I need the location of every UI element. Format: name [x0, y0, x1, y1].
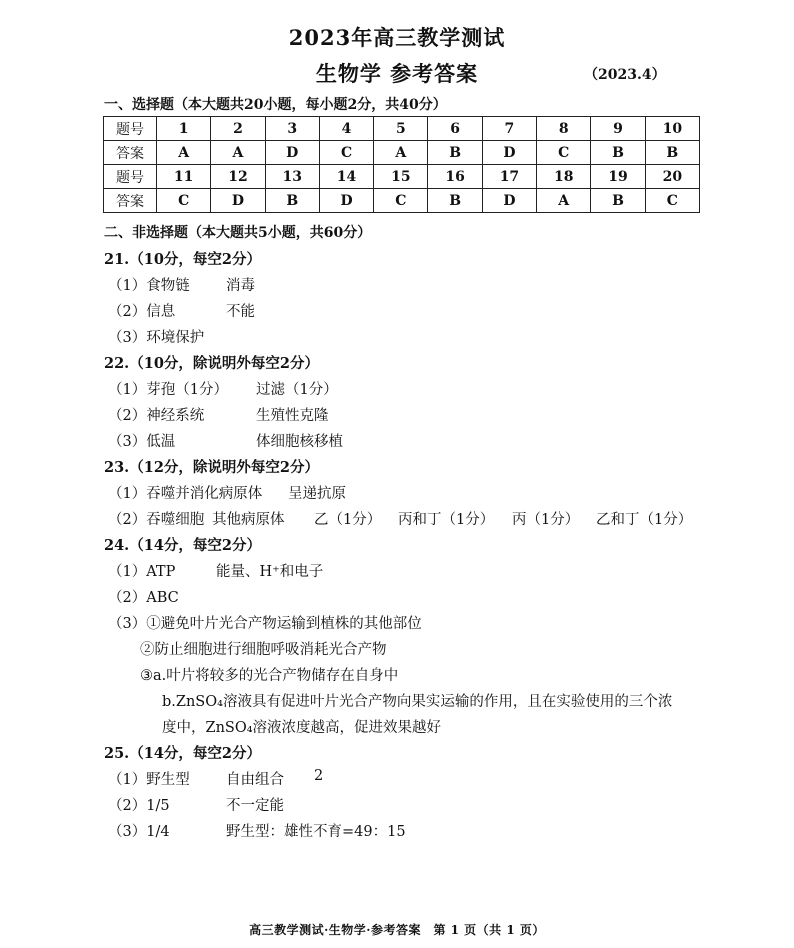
q24-answer-3c: ③a.叶片将较多的光合产物储存在自身中 [140, 668, 399, 684]
q23-answer-1a: （1）吞噬并消化病原体 [108, 486, 263, 502]
q25-answer-2b: 不一定能 [226, 798, 284, 814]
answer-table-row [104, 141, 700, 165]
answer-table-cell: 7 [482, 117, 536, 141]
document-title: 2023年高三教学测试 [288, 25, 506, 50]
q24-answer-3a: （3）①避免叶片光合产物运输到植株的其他部位 [108, 616, 422, 632]
q23-answer-2a: （2）吞噬细胞 [108, 512, 205, 528]
q25-answer-1a: （1）野生型 [108, 772, 190, 788]
q22-answer-2a: （2）神经系统 [108, 408, 205, 424]
answer-table-row-header: 题号 [104, 165, 157, 189]
q22-answer-3b: 体细胞核移植 [256, 434, 343, 450]
answer-table-cell: B [591, 189, 645, 213]
answer-table-cell: A [211, 141, 265, 165]
answer-table-row-header: 题号 [104, 117, 157, 141]
q25-answer-2a: （2）1/5 [108, 798, 170, 814]
q25-answer-1c: 2 [314, 768, 324, 784]
answer-table-cell: B [265, 189, 319, 213]
answer-table-row [104, 117, 700, 141]
answer-table-cell: B [591, 141, 645, 165]
answer-table-cell: 15 [374, 165, 428, 189]
answer-table-row-header: 答案 [104, 141, 157, 165]
answer-table-cell: B [645, 141, 699, 165]
q23-answer-2f: 乙和丁（1分） [596, 512, 693, 528]
q25-answer-1b: 自由组合 [226, 772, 284, 788]
q24-answer-1a: （1）ATP [108, 564, 176, 580]
q25-title: 25.（14分，每空2分） [104, 745, 261, 762]
answer-table-cell: 4 [319, 117, 373, 141]
q22-answer-1a: （1）芽孢（1分） [108, 382, 228, 398]
q21-answer-3a: （3）环境保护 [108, 330, 205, 346]
q25-answer-3b: 野生型：雄性不育=49：15 [226, 824, 406, 840]
answer-table-cell: A [374, 141, 428, 165]
q24-answer-2a: （2）ABC [108, 590, 179, 606]
q24-answer-3e: 度中，ZnSO₄溶液浓度越高，促进效果越好 [162, 720, 442, 736]
q21-answer-1b: 消毒 [226, 278, 255, 294]
answer-table-cell: 16 [428, 165, 482, 189]
answer-table-cell: 6 [428, 117, 482, 141]
subtitle-row [0, 58, 794, 88]
answer-table-cell: 14 [319, 165, 373, 189]
q22-answer-1b: 过滤（1分） [256, 382, 338, 398]
answer-table [103, 116, 700, 213]
answer-table-cell: D [319, 189, 373, 213]
answer-table-cell: C [319, 141, 373, 165]
answer-table-cell: 10 [645, 117, 699, 141]
q21-title: 21.（10分，每空2分） [104, 251, 261, 268]
answer-table-cell: 20 [645, 165, 699, 189]
q23-answer-2d: 丙和丁（1分） [398, 512, 495, 528]
answer-table-cell: A [537, 189, 591, 213]
q25-answer-3a: （3）1/4 [108, 824, 170, 840]
answer-table-cell: 8 [537, 117, 591, 141]
q24-answer-3b: ②防止细胞进行细胞呼吸消耗光合产物 [140, 642, 387, 658]
q23-answer-1b: 呈递抗原 [288, 486, 346, 502]
q23-title: 23.（12分，除说明外每空2分） [104, 459, 319, 476]
answer-table-cell: 3 [265, 117, 319, 141]
document-subtitle: 生物学 参考答案 [315, 61, 479, 86]
answer-table-cell: D [265, 141, 319, 165]
answer-table-row [104, 165, 700, 189]
answer-table-cell: 13 [265, 165, 319, 189]
q22-title: 22.（10分，除说明外每空2分） [104, 355, 319, 372]
answer-table-cell: C [645, 189, 699, 213]
answer-table-cell: B [428, 141, 482, 165]
q23-answer-2b: 其他病原体 [212, 512, 285, 528]
q21-answer-1a: （1）食物链 [108, 278, 190, 294]
q21-answer-2b: 不能 [226, 304, 255, 320]
page-footer: 高三教学测试·生物学·参考答案 第 1 页（共 1 页） [249, 923, 545, 937]
answer-table-cell: 5 [374, 117, 428, 141]
answer-table-cell: 1 [157, 117, 211, 141]
q21-answer-2a: （2）信息 [108, 304, 176, 320]
q24-answer-3d: b.ZnSO₄溶液具有促进叶片光合产物向果实运输的作用，且在实验使用的三个浓 [162, 694, 673, 710]
answer-table-cell: 2 [211, 117, 265, 141]
answer-table-cell: 9 [591, 117, 645, 141]
q23-answer-2c: 乙（1分） [314, 512, 382, 528]
answer-table-cell: B [428, 189, 482, 213]
answer-table-cell: 11 [157, 165, 211, 189]
section2-heading: 二、非选择题（本大题共5小题，共60分） [104, 225, 372, 241]
answer-table-cell: 12 [211, 165, 265, 189]
answer-table-cell: C [374, 189, 428, 213]
section1-heading: 一、选择题（本大题共20小题，每小题2分，共40分） [104, 97, 447, 113]
q22-answer-3a: （3）低温 [108, 434, 176, 450]
answer-table-cell: D [211, 189, 265, 213]
q22-answer-2b: 生殖性克隆 [256, 408, 329, 424]
answer-table-cell: 17 [482, 165, 536, 189]
answer-table-row-header: 答案 [104, 189, 157, 213]
q23-answer-2e: 丙（1分） [512, 512, 580, 528]
answer-table-cell: A [157, 141, 211, 165]
document-date: （2023.4） [584, 67, 666, 83]
answer-table-cell: 18 [537, 165, 591, 189]
q24-title: 24.（14分，每空2分） [104, 537, 261, 554]
answer-table-row [104, 189, 700, 213]
answer-table-cell: C [537, 141, 591, 165]
answer-table-cell: D [482, 189, 536, 213]
answer-table-cell: C [157, 189, 211, 213]
q24-answer-1b: 能量、H⁺和电子 [216, 564, 324, 580]
answer-table-cell: 19 [591, 165, 645, 189]
answer-table-cell: D [482, 141, 536, 165]
